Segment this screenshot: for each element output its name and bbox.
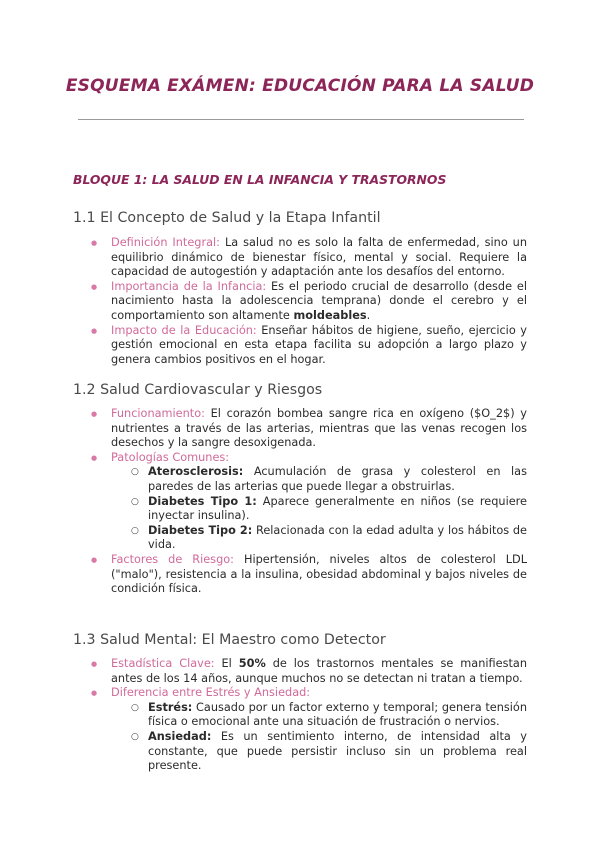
- section-heading-1-3: 1.3 Salud Mental: El Maestro como Detector: [73, 632, 386, 648]
- section-1-1-list: [73, 236, 527, 367]
- title-divider: [78, 119, 524, 120]
- list-item: ● Impacto de la Educación: Enseñar hábitos de higiene, sueño, ejercicio y gestión emocional en esta etapa facilita su adopción a largo plazo y genera cambios positivos en el hogar.: [73, 324, 527, 368]
- sublist-item: ○ Aterosclerosis: Acumulación de grasa y colesterol en las paredes de las arterias que puede llegar a obstruirlas.: [111, 465, 527, 494]
- section-1-2-list: [73, 407, 527, 597]
- pathologies-sublist: [111, 465, 527, 553]
- list-item: ● Funcionamiento: El corazón bombea sangre rica en oxígeno ($O_2$) y nutrientes a través de las arterias, mientras que las venas recogen los desechos y la sangre desoxigenada.: [73, 407, 527, 451]
- block-heading: BLOQUE 1: LA SALUD EN LA INFANCIA Y TRASTORNOS: [73, 172, 447, 187]
- list-item: ● Diferencia entre Estrés y Ansiedad: ○ Estrés: Causado por un factor externo y temporal; genera tensión física o emocional ante una situación de frustración o nervios. ○ Ansiedad: Es un sentimiento interno, de intensidad alta y constante, que puede persistir incluso sin un problema real presente.: [73, 686, 527, 774]
- section-heading-1-1: 1.1 El Concepto de Salud y la Etapa Infantil: [73, 210, 381, 226]
- list-item: ● Estadística Clave: El 50% de los trastornos mentales se manifiestan antes de los 14 años, aunque muchos no se detectan ni tratan a tiempo.: [73, 657, 527, 686]
- section-1-3-list: [73, 657, 527, 774]
- sublist-item: ○ Ansiedad: Es un sentimiento interno, de intensidad alta y constante, que puede persistir incluso sin un problema real presente.: [111, 730, 527, 774]
- list-item: ● Patologías Comunes: ○ Aterosclerosis: Acumulación de grasa y colesterol en las paredes de las arterias que puede llegar a obstruirlas. ○ Diabetes Tipo 1: Aparece generalmente en niños (se requiere inyectar insulina). ○ Diabetes Tipo 2: Relacionada con la edad adulta y los hábitos de vida.: [73, 451, 527, 553]
- sublist-item: ○ Diabetes Tipo 1: Aparece generalmente en niños (se requiere inyectar insulina).: [111, 495, 527, 524]
- sublist-item: ○ Diabetes Tipo 2: Relacionada con la edad adulta y los hábitos de vida.: [111, 524, 527, 553]
- stress-anxiety-sublist: [111, 701, 527, 774]
- sublist-item: ○ Estrés: Causado por un factor externo y temporal; genera tensión física o emocional ante una situación de frustración o nervios.: [111, 701, 527, 730]
- list-item: ● Importancia de la Infancia: Es el periodo crucial de desarrollo (desde el nacimiento hasta la adolescencia temprana) donde el cerebro y el comportamiento son altamente moldeables.: [73, 280, 527, 324]
- list-item: ● Definición Integral: La salud no es solo la falta de enfermedad, sino un equilibrio dinámico de bienestar físico, mental y social. Requiere la capacidad de autogestión y adaptación ante los desafíos del entorno.: [73, 236, 527, 280]
- document-title: ESQUEMA EXÁMEN: EDUCACIÓN PARA LA SALUD: [65, 76, 535, 96]
- list-item: ● Factores de Riesgo: Hipertensión, niveles altos de colesterol LDL ("malo"), resistencia a la insulina, obesidad abdominal y bajos niveles de condición física.: [73, 553, 527, 597]
- section-heading-1-2: 1.2 Salud Cardiovascular y Riesgos: [73, 382, 323, 398]
